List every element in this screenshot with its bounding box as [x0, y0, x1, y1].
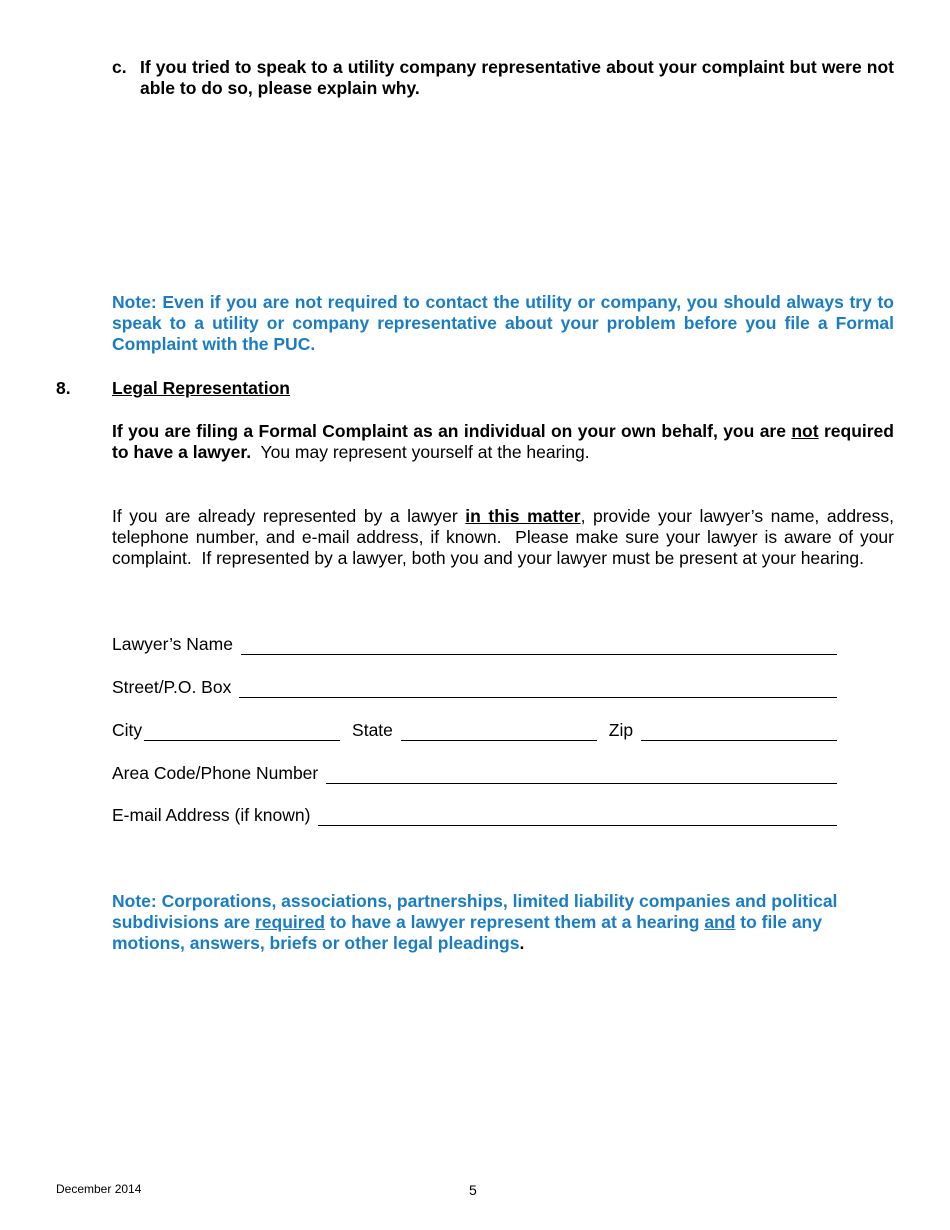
phone-label: Area Code/Phone Number [112, 763, 319, 783]
question-c-marker: c. [112, 57, 127, 77]
note-lawyer-and-word: and [704, 912, 736, 932]
represented-emphasis: in this matter [465, 506, 581, 526]
zip-label: Zip [608, 720, 634, 740]
note-lawyer-part3: to file any motions, answers, briefs or other legal pleadings [112, 912, 822, 953]
lawyer-name-input-line[interactable] [241, 639, 837, 655]
note-contact-utility: Note: Even if you are not required to contact the utility or company, you should always try to speak to a utility or company representative about your problem before you file a Formal Complaint with the PUC. [112, 292, 894, 354]
city-input-line[interactable] [144, 725, 340, 741]
section-number: 8. [56, 378, 71, 398]
page-number: 5 [469, 1182, 477, 1198]
paragraph-individual [112, 421, 894, 463]
state-input-line[interactable] [401, 725, 597, 741]
individual-bold-1: If you are filing a Formal Complaint as an individual on your own behalf, you are [112, 421, 792, 441]
city-label: City [112, 720, 143, 740]
street-label: Street/P.O. Box [112, 677, 232, 697]
note-lawyer-required-word: required [254, 912, 325, 932]
email-label: E-mail Address (if known) [112, 805, 311, 825]
section-title: Legal Representation [112, 378, 290, 398]
email-input-line[interactable] [318, 810, 837, 826]
note-lawyer-part2: to have a lawyer represent them at a hearing [325, 912, 705, 932]
note-lawyer-period: . [519, 933, 525, 953]
represented-part2: , provide your lawyer’s name, address, telephone number, and e-mail address, if known. Please make sure your lawyer is aware of your complaint. If represented by a lawyer, both you and your lawyer must be present at your hearing. [112, 506, 899, 568]
question-c-text: If you tried to speak to a utility company representative about your complaint but were not able to do so, please explain why. [140, 57, 894, 98]
city-state-zip-row [112, 720, 837, 741]
footer-date: December 2014 [56, 1182, 142, 1196]
lawyer-name-field [112, 634, 837, 655]
street-input-line[interactable] [239, 682, 837, 698]
individual-normal: You may represent yourself at the hearing. [251, 442, 590, 462]
street-field [112, 677, 837, 698]
individual-not: not [791, 421, 819, 441]
note-lawyer-required [112, 891, 894, 954]
lawyer-name-label: Lawyer’s Name [112, 634, 233, 654]
phone-field [112, 763, 837, 784]
state-label: State [352, 720, 393, 740]
note-lawyer-part1: Note: Corporations, associations, partnerships, limited liability companies and political subdivisions are [112, 891, 838, 932]
email-field [112, 805, 837, 826]
zip-input-line[interactable] [641, 725, 837, 741]
question-c [112, 57, 894, 99]
phone-input-line[interactable] [326, 768, 837, 784]
individual-bold-2: required to have a lawyer. [112, 421, 894, 462]
represented-part1: If you are already represented by a lawyer [112, 506, 466, 526]
paragraph-represented [112, 506, 899, 569]
